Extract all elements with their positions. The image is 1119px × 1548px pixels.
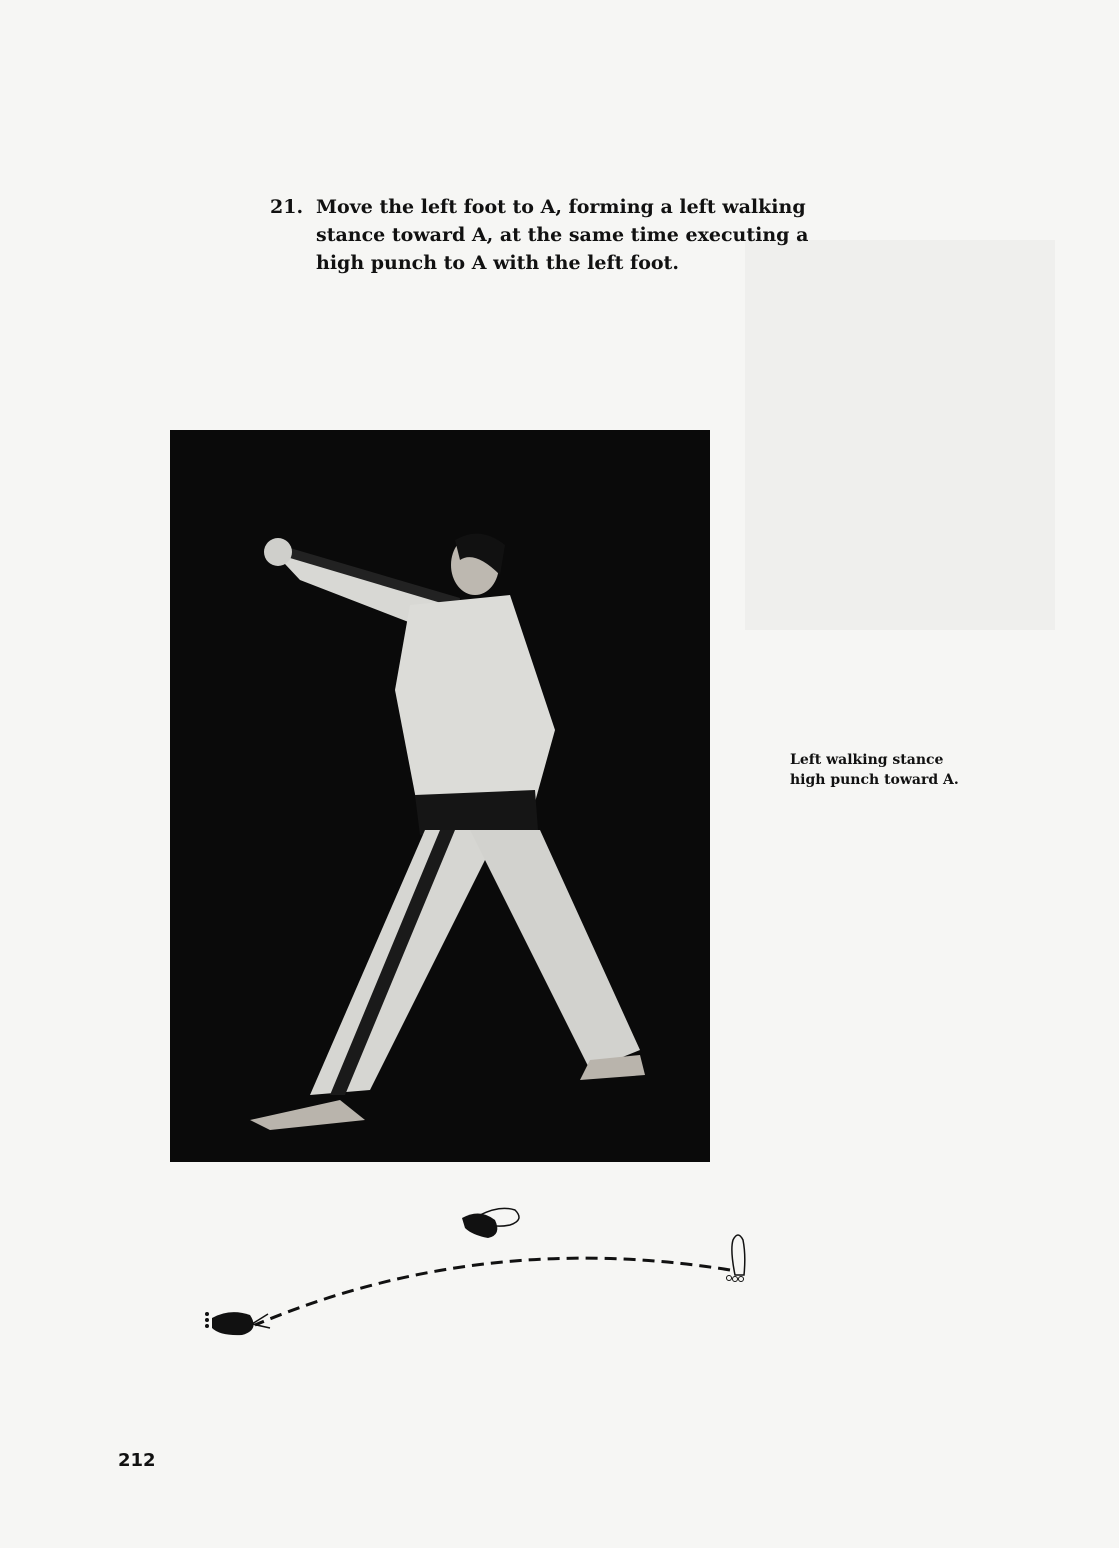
martial-artist-figure (170, 430, 710, 1162)
dashed-movement-path (255, 1258, 730, 1325)
step-number: 21. (270, 196, 304, 218)
start-foot-outline-icon (727, 1235, 745, 1282)
page-number: 212 (118, 1450, 156, 1471)
step-text: Move the left foot to A, forming a left walking stance toward A, at the same time executing a high punch to A with the left foot. (316, 196, 809, 274)
footwork-diagram (180, 1190, 780, 1350)
caption-line-2: high punch toward A. (790, 772, 959, 788)
photo-high-punch (170, 430, 710, 1162)
bleed-through-shadow (745, 240, 1055, 630)
end-foot-filled-icon (205, 1312, 254, 1335)
pivot-feet-icon (462, 1208, 519, 1238)
caption-line-1: Left walking stance (790, 752, 944, 768)
photo-caption (790, 750, 1050, 790)
